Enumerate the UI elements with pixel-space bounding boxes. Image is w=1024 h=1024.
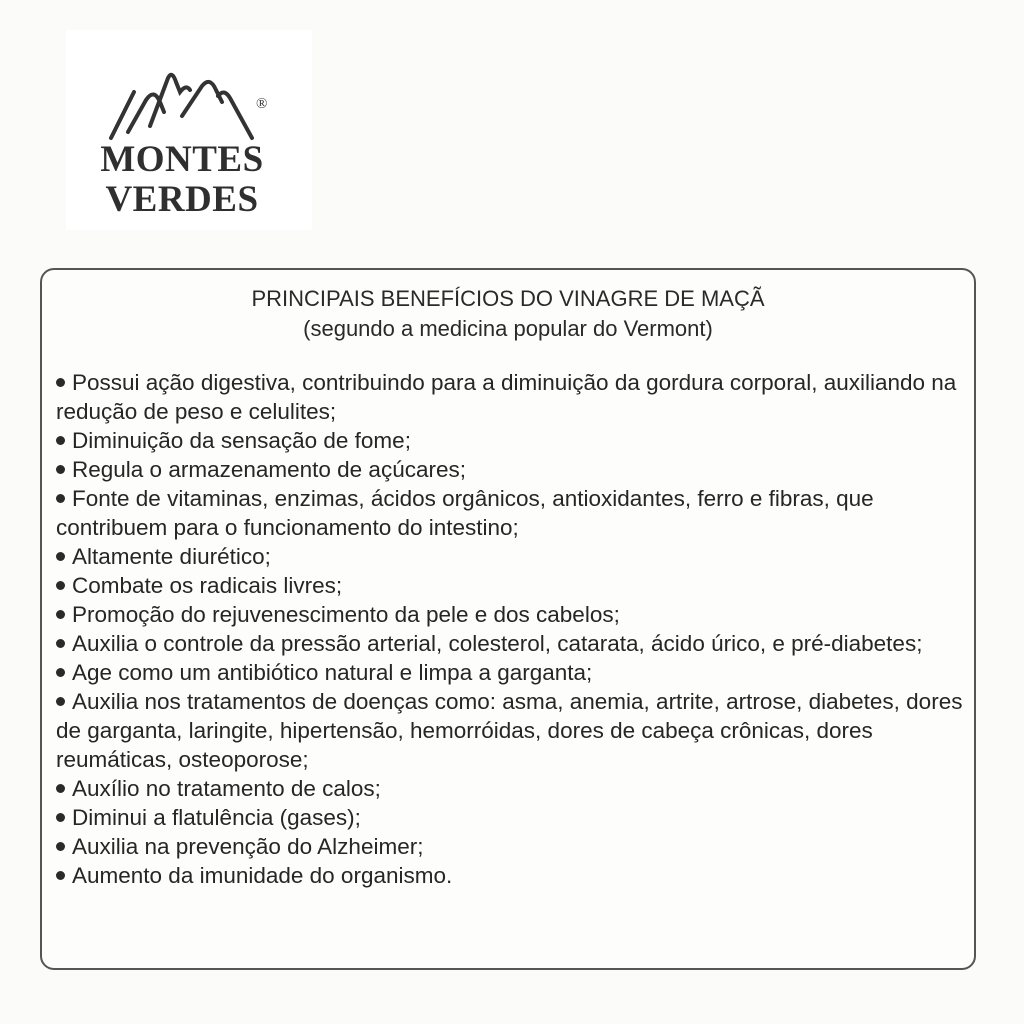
list-item [56,542,976,571]
bullet-icon [56,784,65,793]
bullet-icon [56,842,65,851]
brand-name [82,140,282,220]
list-item [56,426,976,455]
list-item [56,658,976,687]
registered-mark: ® [256,96,268,112]
list-item-text: Age como um antibiótico natural e limpa a garganta; [72,660,593,685]
list-item [56,861,976,890]
list-item-text: Promoção do rejuvenescimento da pele e dos cabelos; [72,602,620,627]
bullet-icon [56,581,65,590]
bullet-icon [56,697,65,706]
list-item-text: Altamente diurético; [72,544,271,569]
bullet-icon [56,436,65,445]
list-item-text: Aumento da imunidade do organismo. [72,863,453,888]
bullet-icon [56,552,65,561]
mountains-icon [106,72,256,142]
bullet-icon [56,494,65,503]
panel-heading [42,284,974,344]
bullet-icon [56,465,65,474]
list-item [56,832,976,861]
list-item-text: Regula o armazenamento de açúcares; [72,457,466,482]
panel-title: PRINCIPAIS BENEFÍCIOS DO VINAGRE DE MAÇÃ [251,286,765,311]
list-item [56,687,976,774]
panel-subtitle: (segundo a medicina popular do Vermont) [303,316,713,341]
list-item [56,484,976,542]
brand-name-line2: VERDES [105,179,259,220]
list-item [56,368,976,426]
list-item [56,600,976,629]
brand-logo [66,30,312,230]
list-item-text: Auxilia o controle da pressão arterial, colesterol, catarata, ácido úrico, e pré-diabetes; [72,631,923,656]
bullet-icon [56,639,65,648]
list-item [56,803,976,832]
list-item-text: Auxilia na prevenção do Alzheimer; [72,834,424,859]
list-item-text: Possui ação digestiva, contribuindo para a diminuição da gordura corporal, auxiliando na redução de peso e celulites; [56,370,957,424]
list-item-text: Auxílio no tratamento de calos; [72,776,381,801]
bullet-icon [56,813,65,822]
list-item-text: Diminui a flatulência (gases); [72,805,361,830]
benefits-panel [40,268,976,970]
bullet-icon [56,610,65,619]
bullet-icon [56,378,65,387]
benefits-list [56,368,976,890]
list-item-text: Combate os radicais livres; [72,573,343,598]
brand-name-line1: MONTES [100,139,264,180]
list-item-text: Auxilia nos tratamentos de doenças como: asma, anemia, artrite, artrose, diabetes, dores de garganta, laringite, hipertensão, hemorróidas, dores de cabeça crônicas, dores reumáticas, osteoporose; [56,689,963,772]
list-item-text: Fonte de vitaminas, enzimas, ácidos orgânicos, antioxidantes, ferro e fibras, que contribuem para o funcionamento do intestino; [56,486,874,540]
list-item-text: Diminuição da sensação de fome; [72,428,411,453]
list-item [56,455,976,484]
list-item [56,629,976,658]
bullet-icon [56,668,65,677]
list-item [56,774,976,803]
bullet-icon [56,871,65,880]
list-item [56,571,976,600]
